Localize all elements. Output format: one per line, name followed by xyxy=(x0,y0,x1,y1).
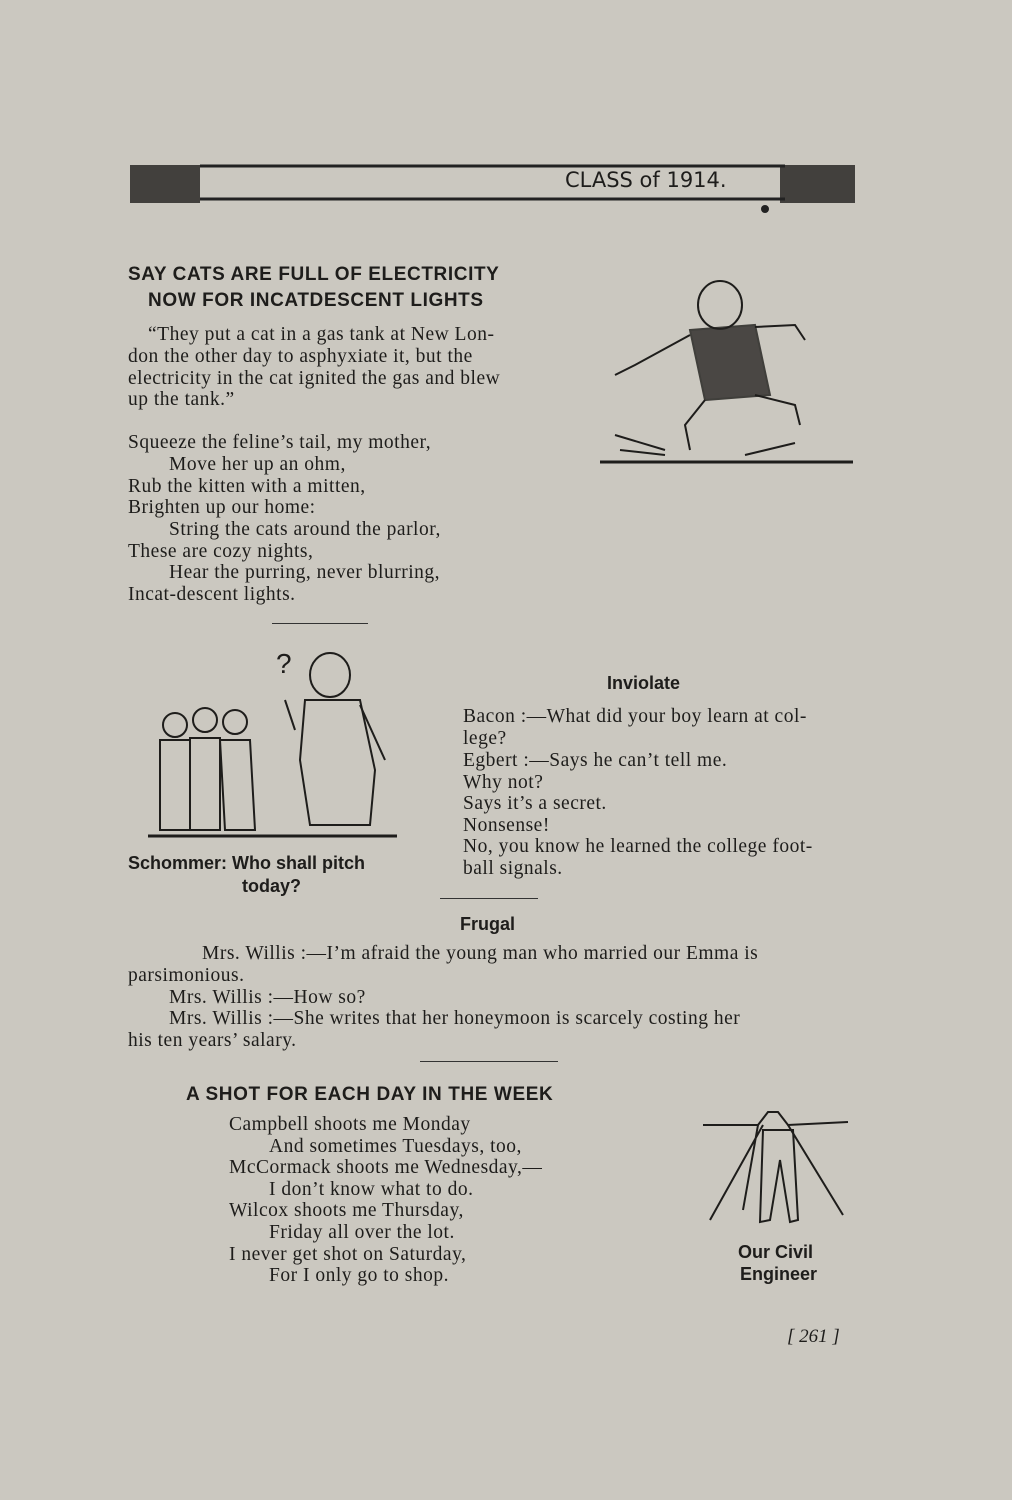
page-number: [ 261 ] xyxy=(787,1326,840,1347)
frugal-line: Mrs. Willis :—She writes that her honeymoon is scarcely costing her xyxy=(169,1008,741,1029)
poem-line: These are cozy nights, xyxy=(128,541,314,562)
poem-line: Rub the kitten with a mitten, xyxy=(128,476,366,497)
inviolate-line: ball signals. xyxy=(463,858,563,879)
quote-line: don the other day to asphyxiate it, but the xyxy=(128,346,473,367)
inviolate-line: Egbert :—Says he can’t tell me. xyxy=(463,750,728,771)
poem-line: Incat-descent lights. xyxy=(128,584,296,605)
running-man-illustration xyxy=(595,265,857,470)
frugal-line: Mrs. Willis :—I’m afraid the young man who married our Emma is xyxy=(202,943,759,964)
question-mark: ? xyxy=(276,648,292,679)
shot-line: And sometimes Tuesdays, too, xyxy=(269,1136,522,1157)
header-banner-ornament xyxy=(125,160,860,220)
poem-line: String the cats around the parlor, xyxy=(169,519,441,540)
inviolate-line: No, you know he learned the college foot- xyxy=(463,836,813,857)
engineer-caption-line-1: Our Civil xyxy=(738,1242,814,1262)
frugal-line: his ten years’ salary. xyxy=(128,1030,297,1051)
quote-line: up the tank.” xyxy=(128,389,235,410)
frugal-title: Frugal xyxy=(460,914,516,934)
inviolate-line: Why not? xyxy=(463,772,544,793)
running-title: CLASS of 1914. xyxy=(565,168,727,192)
article-title-line-2: NOW FOR INCATDESCENT LIGHTS xyxy=(148,290,484,311)
inviolate-line: Bacon :—What did your boy learn at col- xyxy=(463,706,807,727)
shot-line: McCormack shoots me Wednesday,— xyxy=(229,1157,543,1178)
poem-line: Move her up an ohm, xyxy=(169,454,346,475)
cartoon-caption-line-1: Schommer: Who shall pitch xyxy=(128,853,366,873)
cartoon-caption-line-2: today? xyxy=(242,876,302,896)
baseball-players-illustration xyxy=(145,650,400,840)
civil-engineer-illustration xyxy=(698,1100,858,1235)
frugal-line: parsimonious. xyxy=(128,965,245,986)
shot-line: Friday all over the lot. xyxy=(269,1222,455,1243)
poem-line: Hear the purring, never blurring, xyxy=(169,562,440,583)
inviolate-line: lege? xyxy=(463,728,507,749)
inviolate-title: Inviolate xyxy=(607,673,681,693)
shot-title: A SHOT FOR EACH DAY IN THE WEEK xyxy=(186,1084,554,1105)
article-title-line-1: SAY CATS ARE FULL OF ELECTRICITY xyxy=(128,264,500,285)
inviolate-line: Says it’s a secret. xyxy=(463,793,607,814)
shot-line: I don’t know what to do. xyxy=(269,1179,474,1200)
shot-line: Wilcox shoots me Thursday, xyxy=(229,1200,464,1221)
shot-line: I never get shot on Saturday, xyxy=(229,1244,467,1265)
poem-line: Brighten up our home: xyxy=(128,497,316,518)
quote-line: “They put a cat in a gas tank at New Lon- xyxy=(148,324,495,345)
inviolate-line: Nonsense! xyxy=(463,815,550,836)
shot-line: For I only go to shop. xyxy=(269,1265,450,1286)
frugal-line: Mrs. Willis :—How so? xyxy=(169,987,366,1008)
poem-line: Squeeze the feline’s tail, my mother, xyxy=(128,432,432,453)
engineer-caption-line-2: Engineer xyxy=(740,1264,818,1284)
shot-line: Campbell shoots me Monday xyxy=(229,1114,471,1135)
quote-line: electricity in the cat ignited the gas and blew xyxy=(128,368,501,389)
